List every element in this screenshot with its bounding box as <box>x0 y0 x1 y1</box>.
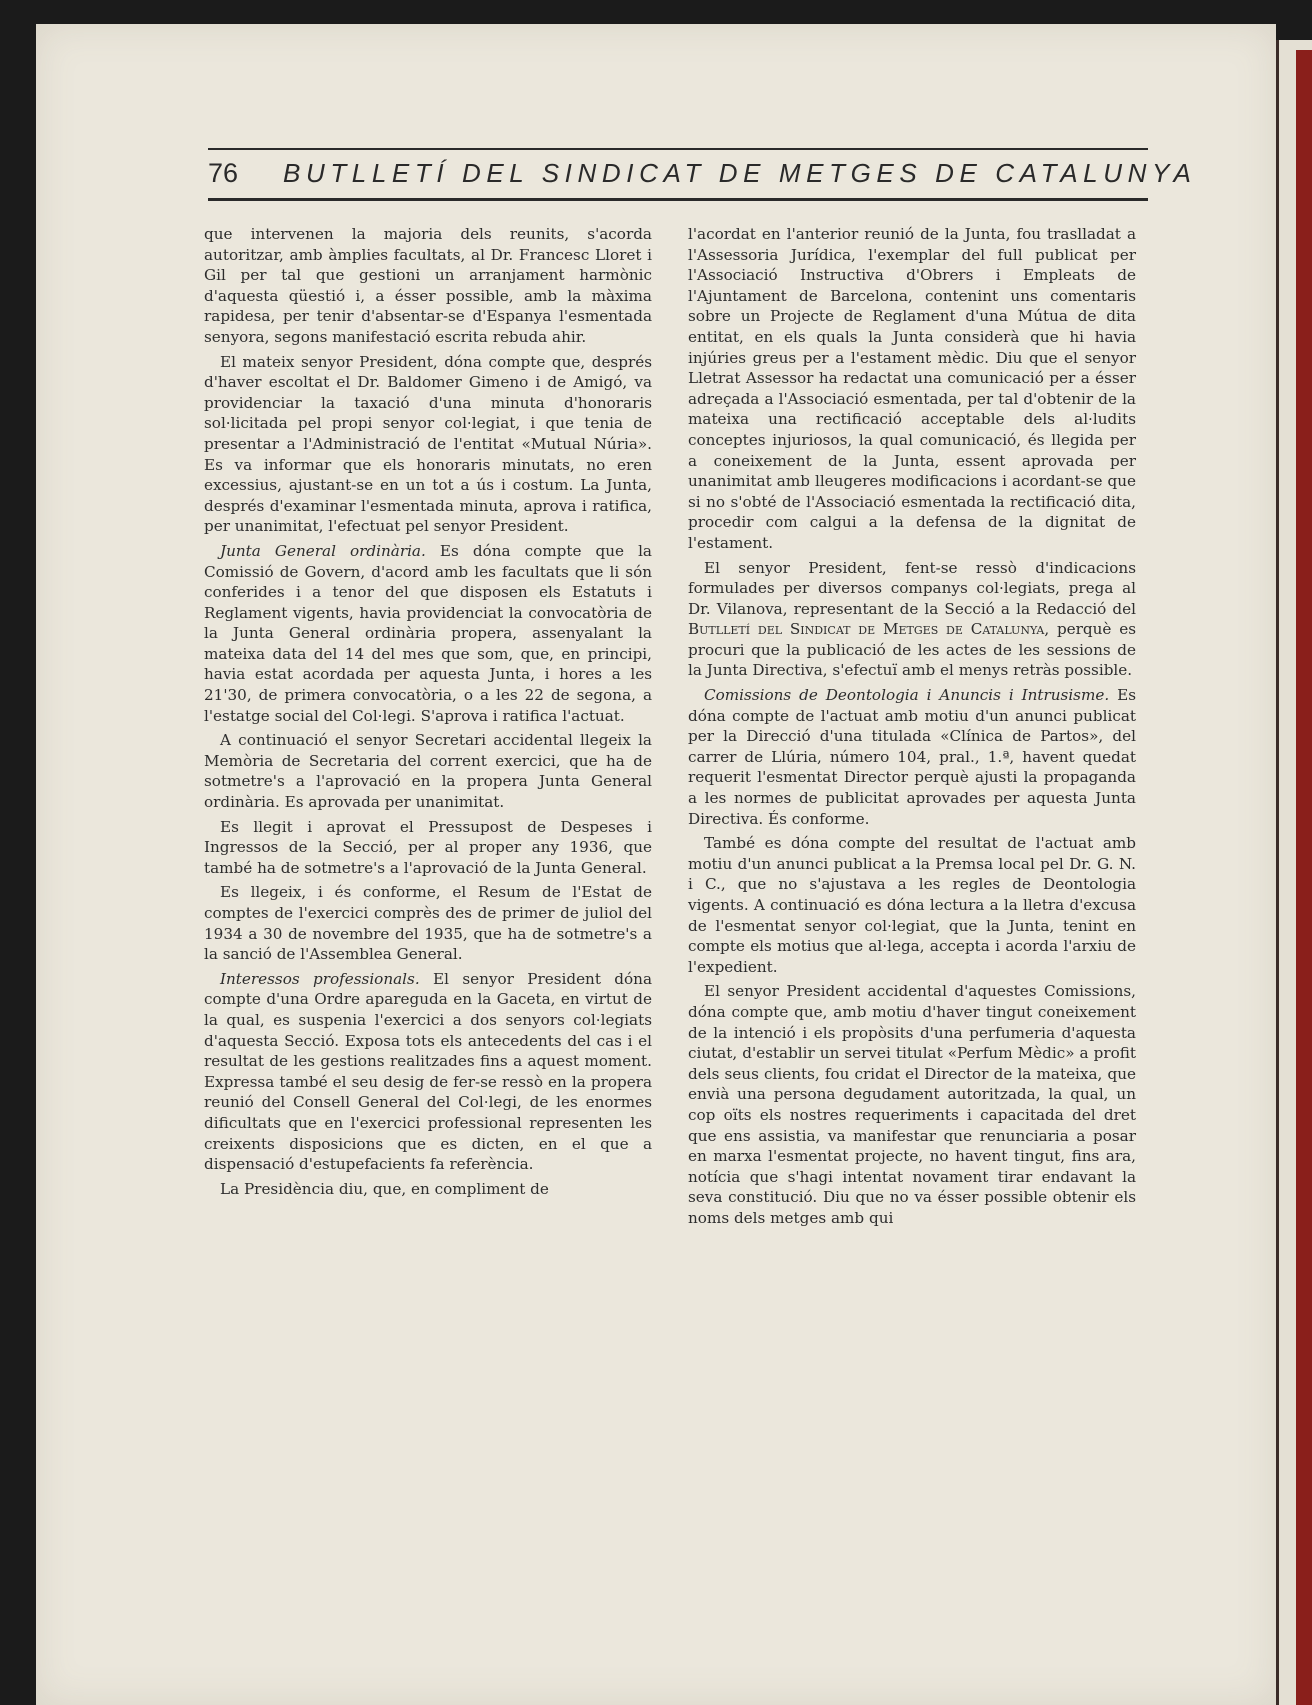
paragraph-text: Es llegit i aprovat el Pressupost de Despeses i Ingressos de la Secció, per al proper any 1936, que també ha de sotmetre's a l'aprovació de la Junta General. <box>204 817 652 877</box>
running-header <box>208 152 1197 194</box>
paragraph-text: A continuació el senyor Secretari accidental llegeix la Memòria de Secretaria del corrent exercici, que ha de sotmetre's a l'aprovació en la propera Junta General ordinària. Es aprovada per unanimitat. <box>204 731 652 812</box>
header-rule-top <box>208 148 1148 150</box>
paragraph-text: Es dóna compte que la Comissió de Govern, d'acord amb les facultats que li són conferides i a tenor del que disposen els Estatuts i Reglament vigents, havia providenciat la convocatòria de la Junta General ordinària propera, assenyalant la mateixa data del 14 del mes que som, que, en principi, havia estat acordada per aquesta Junta, i hores a les 21'30, de primera convocatòria, o a les 22 de segona, a l'estatge social del Col·legi. S'aprova i ratifica l'actuat. <box>204 541 652 725</box>
paragraph <box>204 224 652 348</box>
paragraph <box>204 969 652 1175</box>
section-heading: Junta General ordinària. <box>220 541 426 560</box>
paragraph <box>204 730 652 812</box>
paragraph-text: Es dóna compte de l'actuat amb motiu d'un anunci publicat per la Direcció d'una titulada «Clínica de Partos», del carrer de Llúria, número 104, pral., 1.ª, havent quedat requerit l'esmentat Director perquè ajusti la propaganda a les normes de publicitat aprovades per aquesta Junta Directiva. És conforme. <box>688 686 1137 828</box>
paragraph <box>204 352 652 537</box>
right-column <box>688 224 1136 1233</box>
paragraph-text: que intervenen la majoria dels reunits, s'acorda autoritzar, amb àmplies facultats, al Dr. Francesc Lloret i Gil per tal que gestioni un arranjament harmònic d'aquesta qüestió i, a ésser possible, amb la màxima rapidesa, per tenir d'absentar-se d'Espanya l'esmentada senyora, segons manifestació escrita rebuda ahir. <box>204 225 652 346</box>
left-column <box>204 224 652 1203</box>
book-edge-stripe <box>1296 50 1312 1705</box>
paragraph-text: El senyor President dóna compte d'una Ordre apareguda en la Gaceta, en virtut de la qual, es suspenia l'exercici a dos senyors col·legiats d'aquesta Secció. Exposa tots els antecedents del cas i el resultat de les gestions realitzades fins a aquest moment. Expressa també el seu desig de fer-se ressò en la propera reunió del Consell General del Col·legi, de les enormes dificultats que en l'exercici professional representen les creixents disposicions que es dicten, en el que a dispensació d'estupefacients fa referència. <box>204 969 652 1174</box>
paragraph <box>204 541 652 726</box>
paragraph <box>688 224 1136 554</box>
paragraph <box>204 817 652 879</box>
page-number: 76 <box>208 158 239 188</box>
paragraph-text: També es dóna compte del resultat de l'actuat amb motiu d'un anunci publicat a la Premsa local pel Dr. G. N. i C., que no s'ajustava a les regles de Deontologia vigents. A continuació es dóna lectura a la lletra d'excusa de l'esmentat senyor col·legiat, que la Junta, tenint en compte els motius que al·lega, accepta i acorda l'arxiu de l'expedient. <box>688 834 1136 976</box>
section-heading: Comissions de Deontologia i Anuncis i Intrusisme. <box>704 686 1110 705</box>
paragraph <box>688 981 1136 1228</box>
section-heading: Interessos professionals. <box>220 969 420 988</box>
paragraph <box>688 558 1136 682</box>
journal-name-smallcaps: Butlletí del Sindicat de Metges de Catalunya <box>688 620 1045 639</box>
paragraph-text: l'acordat en l'anterior reunió de la Junta, fou traslladat a l'Assessoria Jurídica, l'exemplar del full publicat per l'Associació Instructiva d'Obrers i Empleats de l'Ajuntament de Barcelona, contenint uns comentaris sobre un Projecte de Reglament d'una Mútua de dita entitat, en els quals la Junta considerà que hi havia injúries greus per a l'estament mèdic. Diu que el senyor Lletrat Assessor ha redactat una comunicació per a ésser adreçada a l'Associació esmentada, per tal d'obtenir de la mateixa una rectificació acceptable dels al·ludits conceptes injuriosos, la qual comunicació, és llegida per a coneixement de la Junta, essent aprovada per unanimitat amb lleugeres modificacions i acordant-se que si no s'obté de l'Associació esmentada la rectificació dita, procedir com calgui a la defensa de la dignitat de l'estament. <box>688 225 1136 552</box>
paragraph-text: El senyor President, fent-se ressò d'indicacions formulades per diversos companys col·legiats, prega al Dr. Vilanova, representant de la Secció a la Redacció del <box>688 558 1136 618</box>
paragraph-text: Es llegeix, i és conforme, el Resum de l'Estat de comptes de l'exercici comprès des de primer de juliol del 1934 a 30 de novembre del 1935, que ha de sotmetre's a la sanció de l'Assemblea General. <box>204 883 652 964</box>
paragraph-text: , perquè es procuri que la publicació de les actes de les sessions de la Junta Directiva, s'efectuï amb el menys retràs possible. <box>688 620 1137 680</box>
header-rule-bottom <box>208 198 1148 201</box>
journal-title: BUTLLETÍ DEL SINDICAT DE METGES DE CATALUNYA <box>283 158 1197 188</box>
paragraph-text: El mateix senyor President, dóna compte que, després d'haver escoltat el Dr. Baldomer Gimeno i de Amigó, va providenciar la taxació d'una minuta d'honoraris sol·licitada pel propi senyor col·legiat, i que tenia de presentar a l'Administració de l'entitat «Mutual Núria». Es va informar que els honoraris minutats, no eren excessius, ajustant-se en un tot a ús i costum. La Junta, després d'examinar l'esmentada minuta, aprova i ratifica, per unanimitat, l'efectuat pel senyor President. <box>204 352 652 536</box>
paragraph <box>204 1179 652 1200</box>
paragraph <box>688 833 1136 977</box>
paragraph <box>688 685 1136 829</box>
paragraph <box>204 882 652 964</box>
paragraph-text: El senyor President accidental d'aquestes Comissions, dóna compte que, amb motiu d'haver tingut coneixement de la intenció i els propòsits d'una perfumeria d'aquesta ciutat, d'establir un servei titulat «Perfum Mèdic» a profit dels seus clients, fou cridat el Director de la mateixa, que envià una persona degudament autoritzada, la qual, un cop oïts els nostres requeriments i capacitada del dret que ens assistia, va manifestar que renunciaria a posar en marxa l'esmentat projecte, no havent tingut, fins ara, notícia que s'hagi intentat novament tirar endavant la seva constitució. Diu que no va ésser possible obtenir els noms dels metges amb qui <box>688 982 1136 1227</box>
paragraph-text: La Presidència diu, que, en compliment de <box>220 1179 549 1198</box>
